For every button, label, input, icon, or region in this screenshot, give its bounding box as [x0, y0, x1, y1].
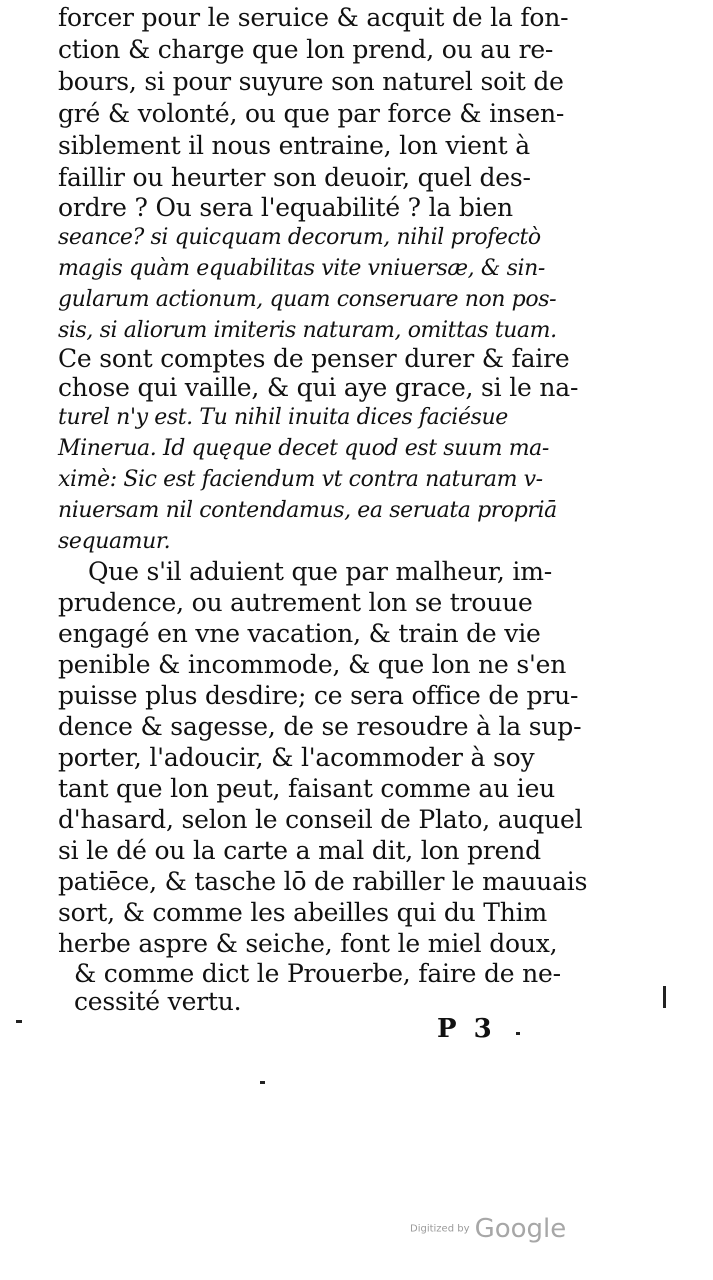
- ink-speck: [260, 1081, 265, 1084]
- text-line: engagé en vne vacation, & train de vie: [58, 619, 541, 648]
- text-line: niuersam nil contendamus, ea seruata propriā: [58, 498, 557, 523]
- text-line: ximè: Sic est faciendum vt contra naturam v-: [58, 467, 543, 492]
- text-line: ction & charge que lon prend, ou au re-: [58, 35, 554, 64]
- text-line: siblement il nous entraine, lon vient à: [58, 131, 530, 160]
- text-line: Minerua. Id quęque decet quod est suum ma-: [58, 436, 549, 461]
- text-line: bours, si pour suyure son naturel soit de: [58, 67, 564, 96]
- text-line: seance? si quicquam decorum, nihil profectò: [58, 225, 541, 250]
- google-logo: Google: [474, 1214, 567, 1244]
- text-line: prudence, ou autrement lon se trouue: [58, 588, 533, 617]
- text-line: turel n'y est. Tu nihil inuita dices faciésue: [58, 405, 508, 430]
- text-line: faillir ou heurter son deuoir, quel des-: [58, 163, 531, 192]
- paragraph-start-line: Que s'il aduient que par malheur, im-: [88, 557, 552, 586]
- text-line: puisse plus desdire; ce sera office de pru-: [58, 681, 579, 710]
- text-line: d'hasard, selon le conseil de Plato, auquel: [58, 805, 583, 834]
- ink-speck: [516, 1032, 520, 1035]
- text-line: gularum actionum, quam conseruare non pos-: [58, 287, 557, 312]
- ink-speck: [663, 986, 666, 1008]
- text-line: sis, si aliorum imiteris naturam, omittas tuam.: [58, 318, 557, 343]
- text-line: patiēce, & tasche lō de rabiller le mauuais: [58, 867, 588, 896]
- text-line: forcer pour le seruice & acquit de la fon-: [58, 3, 569, 32]
- text-line: si le dé ou la carte a mal dit, lon prend: [58, 836, 541, 865]
- text-line: Ce sont comptes de penser durer & faire: [58, 344, 570, 373]
- text-line: magis quàm equabilitas vite vniuersæ, & sin-: [58, 256, 545, 281]
- text-line: gré & volonté, ou que par force & insen-: [58, 99, 565, 128]
- text-line: penible & incommode, & que lon ne s'en: [58, 650, 567, 679]
- text-line: dence & sagesse, de se resoudre à la sup-: [58, 712, 582, 741]
- text-line: & comme dict le Prouerbe, faire de ne-: [74, 959, 561, 988]
- text-line: ordre ? Ou sera l'equabilité ? la bien: [58, 193, 513, 222]
- text-line: porter, l'adoucir, & l'acommoder à soy: [58, 743, 535, 772]
- text-line: sequamur.: [58, 529, 171, 554]
- digitized-watermark: [410, 1214, 566, 1244]
- ink-speck: [16, 1020, 22, 1023]
- text-line: herbe aspre & seiche, font le miel doux,: [58, 929, 558, 958]
- signature-mark: P 3: [437, 1014, 496, 1044]
- text-line: sort, & comme les abeilles qui du Thim: [58, 898, 547, 927]
- text-line: cessité vertu.: [74, 987, 242, 1016]
- watermark-prefix: Digitized by: [410, 1223, 470, 1235]
- text-line: chose qui vaille, & qui aye grace, si le na-: [58, 373, 579, 402]
- text-line: tant que lon peut, faisant comme au ieu: [58, 774, 556, 803]
